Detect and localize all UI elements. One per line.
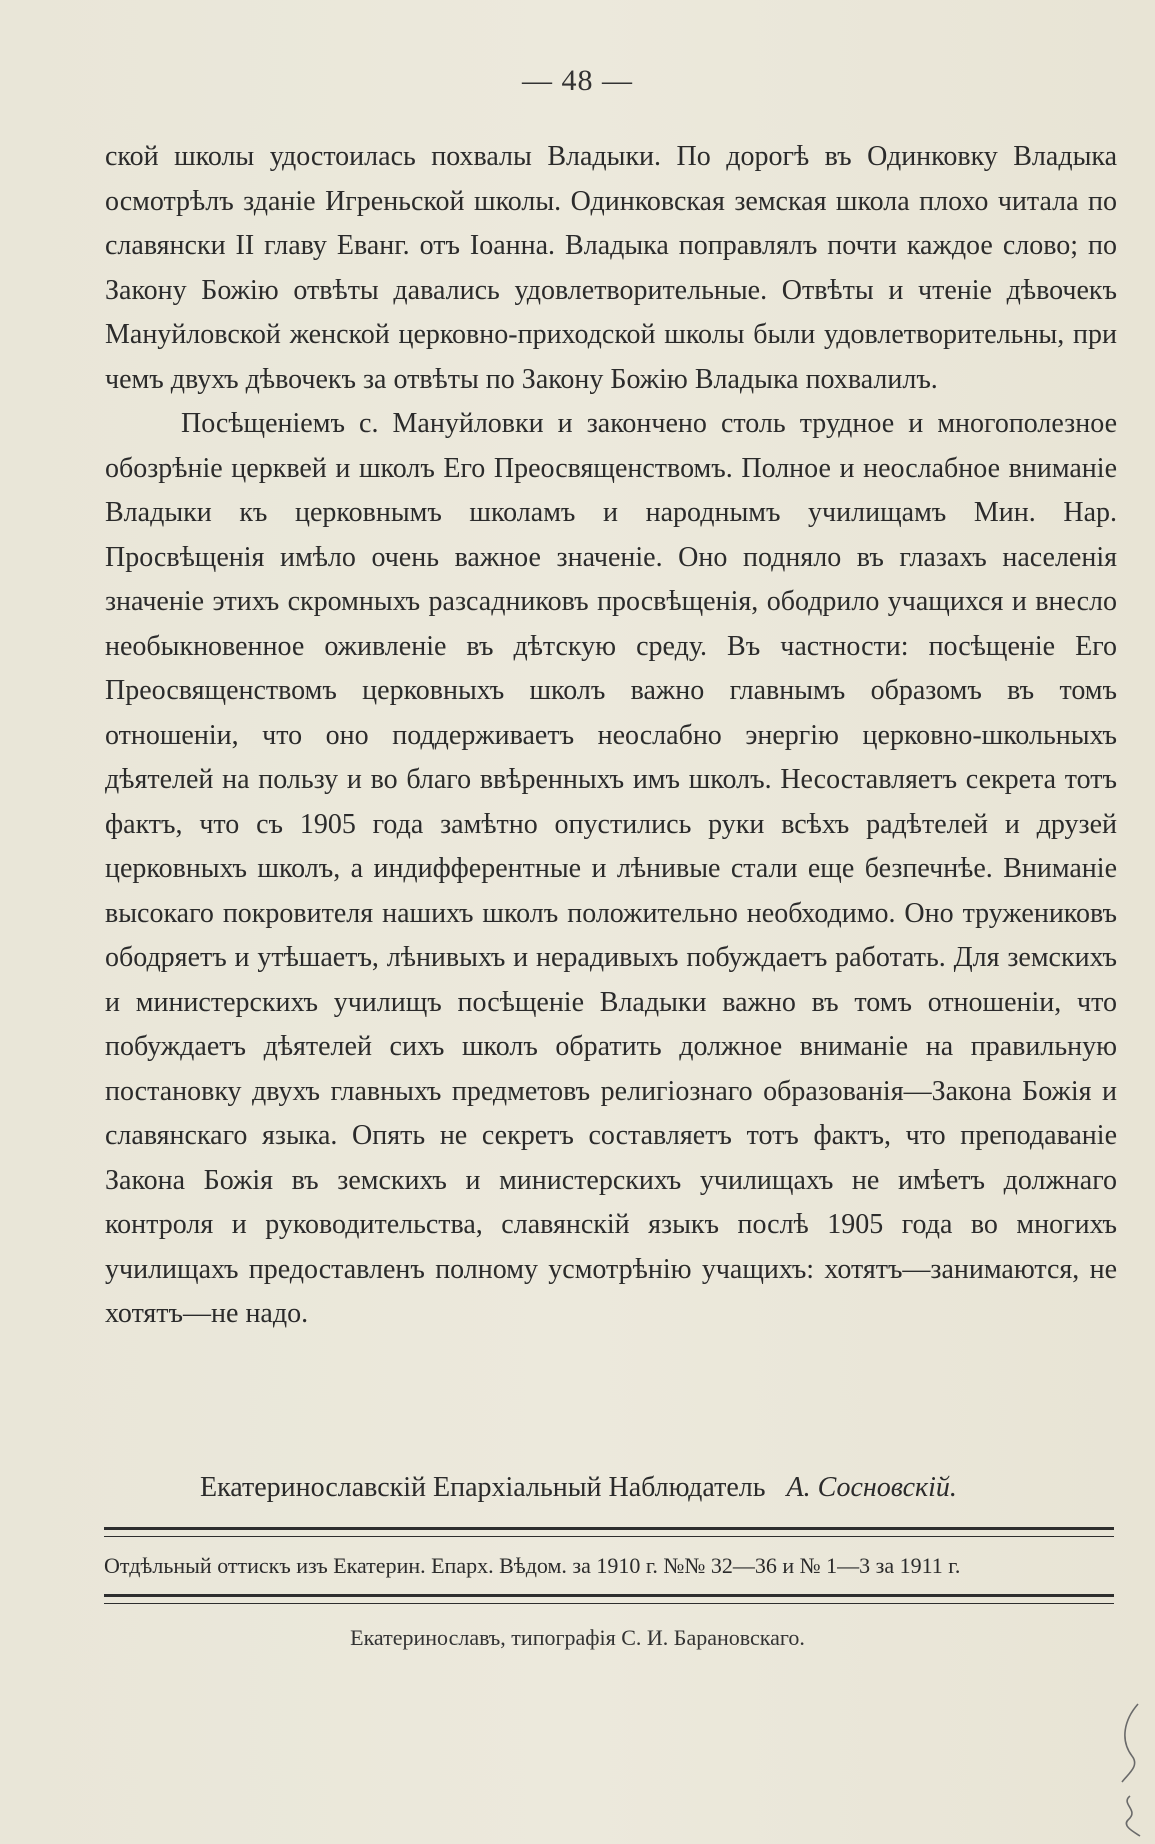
double-rule-bottom [104,1594,1114,1604]
signature-title: Екатеринославскій Епархіальный Наблюдатель [200,1472,766,1503]
paragraph-1: ской школы удостоилась похвалы Владыки. По дорогѣ въ Одинковку Владыка осмотрѣлъ зданіе Игреньской школы. Одинковская земская школа плохо читала по славянски II главу Еванг. отъ Іоанна. Владыка поправлялъ почти каждое слово; по Закону Божію отвѣты давались удовлетворительные. Отвѣты и чтеніе дѣвочекъ Мануйловской женской церковно-приходской школы были удовлетворительны, при чемъ двухъ дѣвочекъ за отвѣты по Закону Божію Владыка похвалилъ. [105,141,1117,395]
offprint-note: Отдѣльный оттискъ изъ Екатерин. Епарх. Вѣдом. за 1910 г. №№ 32—36 и № 1—3 за 1911 г. [104,1553,961,1578]
body-text [105,135,1117,1337]
paragraph-2: Посѣщеніемъ с. Мануйловки и закончено столь трудное и многополезное обозрѣніе церквей и школъ Его Преосвященствомъ. Полное и неослабное вниманіе Владыки къ церковнымъ школамъ и народнымъ училищамъ Мин. Нар. Просвѣщенія имѣло очень важное значеніе. Оно подняло въ глазахъ населенія значеніе этихъ скромныхъ разсадниковъ просвѣщенія, ободрило учащихся и внесло необыкновенное оживленіе въ дѣтскую среду. Въ частности: посѣщеніе Его Преосвященствомъ церковныхъ школъ важно главнымъ образомъ въ томъ отношеніи, что оно поддерживаетъ неослабно энергію церковно-школьныхъ дѣятелей на пользу и во благо ввѣренныхъ имъ школъ. Несоставляетъ секрета тотъ фактъ, что съ 1905 года замѣтно опустились руки всѣхъ радѣтелей и друзей церковныхъ школъ, а индифферентные и лѣнивые стали еще безпечнѣе. Вниманіе высокаго покровителя нашихъ школъ положительно необходимо. Оно тружениковъ ободряетъ и утѣшаетъ, лѣнивыхъ и нерадивыхъ побуждаетъ работать. Для земскихъ и министерскихъ училищъ посѣщеніе Владыки важно въ томъ отношеніи, что побуждаетъ дѣятелей сихъ школъ обратить должное вниманіе на правильную постановку двухъ главныхъ предметовъ религіознаго образованія—Закона Божія и славянскаго языка. Опять не секретъ составляетъ тотъ фактъ, что преподаваніе Закона Божія въ земскихъ и министерскихъ училищахъ не имѣетъ должнаго контроля и руководительства, славянскій языкъ послѣ 1905 года во многихъ училищахъ предоставленъ полному усмотрѣнію учащихъ: хотятъ—занимаются, не хотятъ—не надо. [105,408,1117,1329]
signature-line [105,1466,1117,1510]
handwritten-margin-mark [1110,1700,1150,1840]
printer-imprint: Екатеринославъ, типографія С. И. Барановскаго. [350,1625,805,1650]
double-rule-top [104,1527,1114,1537]
page-number: — 48 — [522,64,633,97]
signature-name: А. Сосновскій. [786,1472,957,1503]
